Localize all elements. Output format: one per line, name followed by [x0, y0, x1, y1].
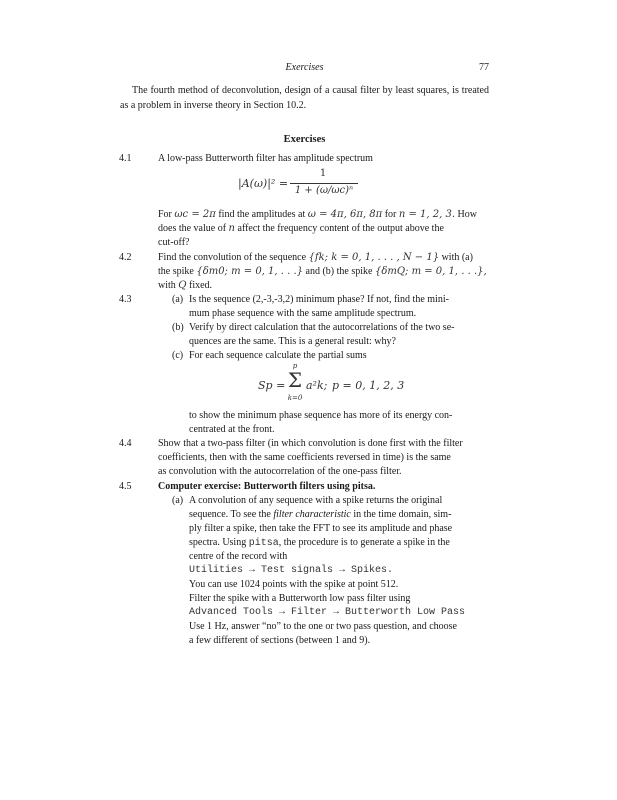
sum-lower: k=0 [287, 394, 303, 402]
exercise-4-2-line1 [158, 252, 473, 263]
menu-path-spikes: Utilities → Test signals → Spikes. [189, 565, 394, 576]
part-b-line2: quences are the same. This is a general result: why? [189, 336, 396, 347]
exercise-number-4-2: 4.2 [119, 252, 132, 263]
n-values: n = 1, 2, 3. [398, 209, 456, 220]
for-n-text: for [384, 209, 397, 220]
part-a-line2: mum phase sequence with the same amplitude spectrum. [189, 308, 417, 319]
line1a-text: Find the convolution of the sequence [158, 252, 307, 263]
exercise-number-4-3: 4.3 [119, 294, 132, 305]
line2a-text: sequence. To see the [189, 509, 271, 520]
part-4-5-a-line7: You can use 1024 points with the spike at point 512. [189, 579, 399, 590]
section-heading: Exercises [283, 134, 326, 145]
part-b-label: (b) [172, 322, 184, 333]
butterworth-equation [0, 168, 617, 202]
filter-characteristic-text: filter characteristic [273, 509, 351, 520]
exercise-number-4-1: 4.1 [119, 153, 132, 164]
menu-path-butterworth: Advanced Tools → Filter → Butterworth Low Pass [189, 607, 466, 618]
exercise-4-5-title: Computer exercise: Butterworth filters using pitsa. [158, 481, 376, 492]
line2a-text: the spike [158, 266, 194, 277]
omega-values: ω = 4π, 6π, 8π [307, 209, 383, 220]
exercise-4-4-line2: coefficients, then with the same coefficients reversed in time) is the same [158, 452, 451, 463]
part-4-5-a-line11: a few different of sections (between 1 and 9). [189, 635, 371, 646]
part-c-line2: to show the minimum phase sequence has more of its energy con- [189, 410, 453, 421]
part-4-5-a-line5: centre of the record with [189, 551, 288, 562]
exercise-4-1-line1 [158, 209, 477, 220]
line2-text: does the value of [158, 223, 227, 234]
equation-denominator: 1 + (ω/ωc)ⁿ [294, 185, 354, 196]
exercise-4-4-line1: Show that a two-pass filter (in which convolution is done first with the filter [158, 438, 463, 449]
exercise-4-2-line2 [158, 266, 487, 277]
part-4-5-a-line3: ply filter a spike, then take the FFT to see its amplitude and phase [189, 523, 453, 534]
sum-upper: p [292, 362, 298, 370]
cutoff-expr: ωc = 2π [174, 209, 216, 220]
for-text: For [158, 209, 172, 220]
line4b-text: , the procedure is to generate a spike in the [278, 537, 450, 548]
fraction-bar [290, 183, 358, 184]
exercise-number-4-4: 4.4 [119, 438, 132, 449]
part-c-line1: For each sequence calculate the partial sums [189, 350, 367, 361]
with-text: with [158, 280, 176, 291]
part-4-5-a-line8: Filter the spike with a Butterworth low pass filter using [189, 593, 411, 604]
spike-b-expr: {δmQ; m = 0, 1, . . .}, [374, 266, 487, 277]
q-variable: Q [178, 280, 187, 291]
part-4-5-a-line2 [189, 509, 451, 520]
page-number: 77 [479, 62, 489, 73]
partial-sum-equation [0, 362, 617, 408]
sigma-symbol: Σ [287, 368, 303, 392]
line2b-text: and (b) the spike [305, 266, 373, 277]
spike-a-expr: {δm0; m = 0, 1, . . .} [196, 266, 304, 277]
line1b-text: with (a) [441, 252, 473, 263]
find-text: find the amplitudes at [218, 209, 306, 220]
how-text: How [457, 209, 477, 220]
part-b-line1: Verify by direct calculation that the autocorrelations of the two se- [189, 322, 455, 333]
using-text: spectra. Using [189, 537, 247, 548]
line2b-text: affect the frequency content of the output above the [237, 223, 444, 234]
exercise-4-4-line3: as convolution with the autocorrelation of the one-pass filter. [158, 466, 402, 477]
equation-lhs: |A(ω)|² = [238, 177, 289, 190]
part-a-label: (a) [172, 294, 184, 305]
part-c-label: (c) [172, 350, 184, 361]
part-4-5-a-line1: A convolution of any sequence with a spike returns the original [189, 495, 443, 506]
part-a-line1: Is the sequence (2,-3,-3,2) minimum phase? If not, find the mini- [189, 294, 449, 305]
part-4-5-a-line10: Use 1 Hz, answer “no” to the one or two pass question, and choose [189, 621, 457, 632]
fixed-text: fixed. [188, 280, 213, 291]
pitsa-name: pitsa [248, 538, 279, 549]
sum-range: p = 0, 1, 2, 3 [332, 379, 405, 392]
intro-paragraph: The fourth method of deconvolution, design of a causal filter by least squares, is treated as a problem in inverse theory in Section 10.2. [120, 85, 489, 111]
exercise-4-1-line3: cut-off? [158, 237, 190, 248]
part-4-5-a-line4 [189, 537, 450, 549]
n-variable: n [228, 223, 235, 234]
equation-numerator: 1 [319, 168, 327, 179]
exercise-4-2-line3 [158, 280, 212, 291]
sequence-expr: {fk; k = 0, 1, . . . , N − 1} [308, 252, 440, 263]
sum-lhs: Sp = [258, 379, 286, 392]
running-header [120, 62, 489, 76]
exercise-4-1-text: A low-pass Butterworth filter has amplitude spectrum [158, 153, 373, 164]
part-4-5-a-label: (a) [172, 495, 184, 506]
exercise-number-4-5: 4.5 [119, 481, 132, 492]
exercise-4-1-line2 [158, 223, 444, 234]
part-c-line3: centrated at the front. [189, 424, 275, 435]
line2b-text: in the time domain, sim- [353, 509, 452, 520]
header-title: Exercises [285, 62, 324, 73]
sum-term: a²k; [306, 379, 328, 392]
